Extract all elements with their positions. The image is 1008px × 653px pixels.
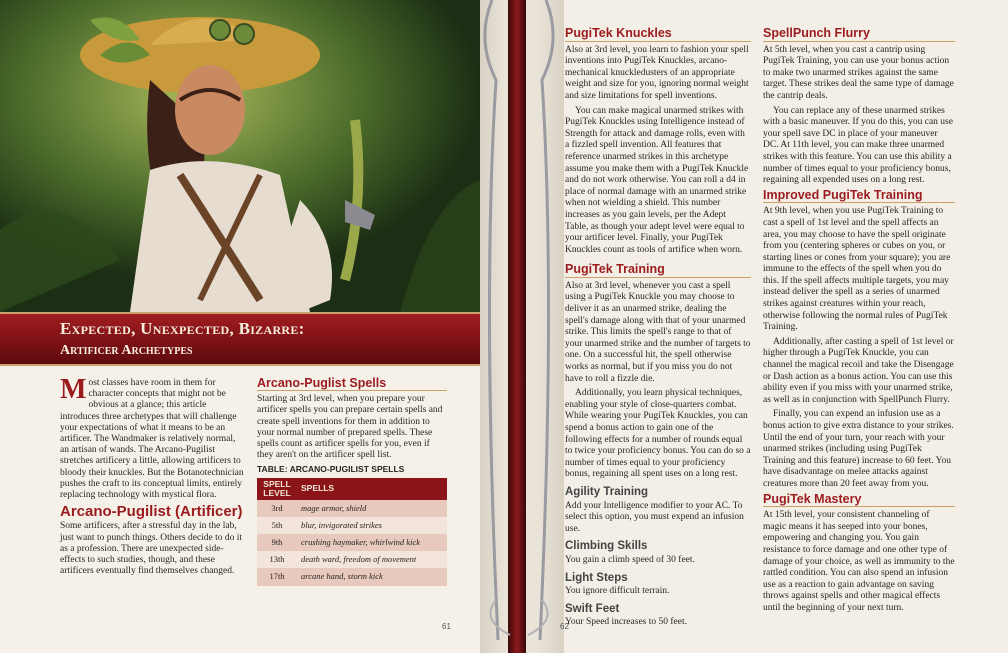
- training-paragraph-1: Also at 3rd level, whenever you cast a spell using a PugiTek Knuckle you may choose to deliver it as an unarmed strike, dealing the spell's damage along with that of your unarmed strike. This limits the spell's range to that of your unarmed strike and the number of targets to one. On a successful hit, the spell otherwise works as normal, but if you miss you do not have to roll a fizzle die.: [565, 280, 751, 384]
- knuckles-paragraph-1: Also at 3rd level, you learn to fashion your spell inventions into PugiTek Knuckles, arcano-mechanical knuckledusters of an appropriate weight and size for you, ignoring normal weight and size limitations for spell inventions.: [565, 44, 749, 101]
- knuckles-heading: PugiTek Knuckles: [565, 28, 751, 42]
- right-column-2: [763, 28, 955, 618]
- header-spells: SPELLS: [297, 478, 447, 500]
- title-banner: [0, 312, 480, 366]
- intro-text: ost classes have room in them for character concepts that might not be obvious at a glance; this article introduces three archetypes that will challenge your expectations of what it means to be an artificer. The Wandmaker is relatively normal, an artisan of wands. The Arcano-Pugilist stretches artificery a little, allowing artificers to bloody their knuckles. But the Botanotechnician pushes the craft to its conceptual limits, entirely replacing technology with mystical flora.: [60, 378, 244, 501]
- climbing-heading: Climbing Skills: [565, 540, 648, 553]
- flurry-heading: SpellPunch Flurry: [763, 28, 955, 42]
- table-header-row: [257, 478, 447, 500]
- row-spells: death ward, freedom of movement: [297, 551, 447, 568]
- light-steps-text: You ignore difficult terrain.: [565, 586, 670, 597]
- table-row: [257, 500, 447, 517]
- row-level: 9th: [257, 534, 297, 551]
- row-spells: crushing haymaker, whirlwind kick: [297, 534, 447, 551]
- row-level: 5th: [257, 517, 297, 534]
- row-level: 3rd: [257, 500, 297, 517]
- artificer-portrait-image: [0, 0, 480, 312]
- row-spells: blur, invigorated strikes: [297, 517, 447, 534]
- table-row: [257, 517, 447, 534]
- row-level: 17th: [257, 568, 297, 585]
- table-title: TABLE: ARCANO-PUGILIST SPELLS: [257, 464, 405, 475]
- left-column-1: [60, 374, 246, 580]
- row-level: 13th: [257, 551, 297, 568]
- page-number-left: 61: [442, 622, 451, 631]
- page-number-right: 62: [560, 622, 569, 631]
- table-row: [257, 551, 447, 568]
- spells-text: Starting at 3rd level, when you prepare your artificer spells you can prepare certain spells and create spell inventions for them in addition to your normal number of prepared spells. These spells count as artificer spells for you, even if they aren't on the artificer spell list.: [257, 394, 443, 461]
- artwork-illustration: [0, 0, 480, 312]
- swift-feet-heading: Swift Feet: [565, 602, 620, 615]
- table-row: [257, 568, 447, 585]
- spells-heading: Arcano-Puglist Spells: [257, 378, 447, 391]
- light-steps-heading: Light Steps: [565, 571, 628, 584]
- improved-paragraph-3: Finally, you can expend an infusion use as a bonus action to give extra distance to your strikes. Until the end of your turn, your reach with your unarmed strikes (including using PugiTek Training and this feature) increase to 60 feet. You have disadvantage on melee attacks against creatures more than 20 feet away from you.: [763, 409, 954, 489]
- knuckles-paragraph-2: You can make magical unarmed strikes with PugiTek Knuckles using Intelligence instead of Strength for attack and damage rolls, even with a fizzled spell invention. All features that reference unarmed strikes in this archetype assume you make them with a PugiTek Knuckle and do not work otherwise. You can roll a d4 in place of normal damage with an unarmed strike when not wielding a shield. This number increases as you gain levels, per the Adept Table, as though your adept level were equal to your artificer level. Finally, your PugiTek Knuckles count as tools of artifice when worn.: [565, 105, 749, 255]
- improved-heading: Improved PugiTek Training: [763, 190, 955, 204]
- training-paragraph-2: Additionally, you learn physical techniques, enabling your style of close-quarters combat. While wearing your PugiTek Knuckles, you can spend a bonus action to gain one of the following effects for a number of rounds equal to twice your proficiency bonus. You can do so a number of times equal to your proficiency bonus, regaining all spent uses on a long rest.: [565, 388, 751, 480]
- training-heading: PugiTek Training: [565, 264, 751, 278]
- ornate-border-decoration: [470, 0, 570, 653]
- swift-feet-text: Your Speed increases to 50 feet.: [565, 617, 687, 628]
- row-spells: mage armor, shield: [297, 500, 447, 517]
- header-spell-level: SPELL LEVEL: [257, 478, 297, 500]
- intro-paragraph: [60, 374, 246, 501]
- agility-text: Add your Intelligence modifier to your AC. To select this option, you must expend an infusion use.: [565, 500, 744, 534]
- left-page: [0, 0, 480, 653]
- flurry-paragraph-2: You can replace any of these unarmed strikes with a basic maneuver. If you do this, you can use your spell save DC in place of your maneuver DC. At 11th level, you can make three unarmed strikes with this feature. You can use this ability a number of times equal to your proficiency bonus, regaining all expended uses on a long rest.: [763, 105, 953, 186]
- spells-table: [257, 478, 447, 586]
- article-title: Expected, Unexpected, Bizarre:: [60, 319, 305, 338]
- agility-heading: Agility Training: [565, 485, 649, 498]
- class-heading: Arcano-Pugilist (Artificer): [60, 503, 243, 521]
- table-row: [257, 534, 447, 551]
- climbing-text: You gain a climb speed of 30 feet.: [565, 554, 695, 565]
- mastery-paragraph-1: At 15th level, your consistent channeling of magic means it has seeped into your bones, empowering and changing you. You gain resistance to force damage and one other type of damage of your choice, as well as immunity to the rattled condition. You can also spend an infusion use as a reaction to gain advantage on saving throws against spells and other magical effects until the beginning of your next turn.: [763, 510, 955, 613]
- mastery-heading: PugiTek Mastery: [763, 494, 955, 508]
- article-subtitle: Artificer Archetypes: [60, 343, 193, 358]
- left-column-2: [257, 378, 447, 586]
- improved-paragraph-2: Additionally, after casting a spell of 1st level or higher through a PugiTek Knuckle, you can channel the magical recoil and take the Disengage or Dash action as a bonus action. You can use this ability even if you miss with your unarmed strike, as well as in conjunction with SpellPunch Flurry.: [763, 336, 954, 405]
- row-spells: arcane hand, storm kick: [297, 568, 447, 585]
- right-column-1: [565, 28, 751, 632]
- class-intro: Some artificers, after a stressful day in the lab, just want to punch things. Others decide to do it as a profession. There are unexpected side-effects to such studies, though, and these artificers eventually find themselves changed.: [60, 521, 243, 577]
- flurry-paragraph-1: At 5th level, when you cast a cantrip using PugiTek Training, you can use your bonus action to make two unarmed strikes against the same target. These strikes deal the same type of damage the cantrip deals.: [763, 44, 954, 101]
- improved-paragraph-1: At 9th level, when you use PugiTek Training to cast a spell of 1st level and the spell affects an area, you may choose to have the spell originate from you (centering spheres or cubes on you, or starting lines or cones from your square); you are immune to the effects of the spell when you do this. If the spell affects multiple targets, you may instead deliver the spell as a series of unarmed strikes against creatures within your reach, otherwise following the normal rules of PugiTek Training.: [763, 206, 951, 333]
- drop-cap: M: [60, 374, 87, 405]
